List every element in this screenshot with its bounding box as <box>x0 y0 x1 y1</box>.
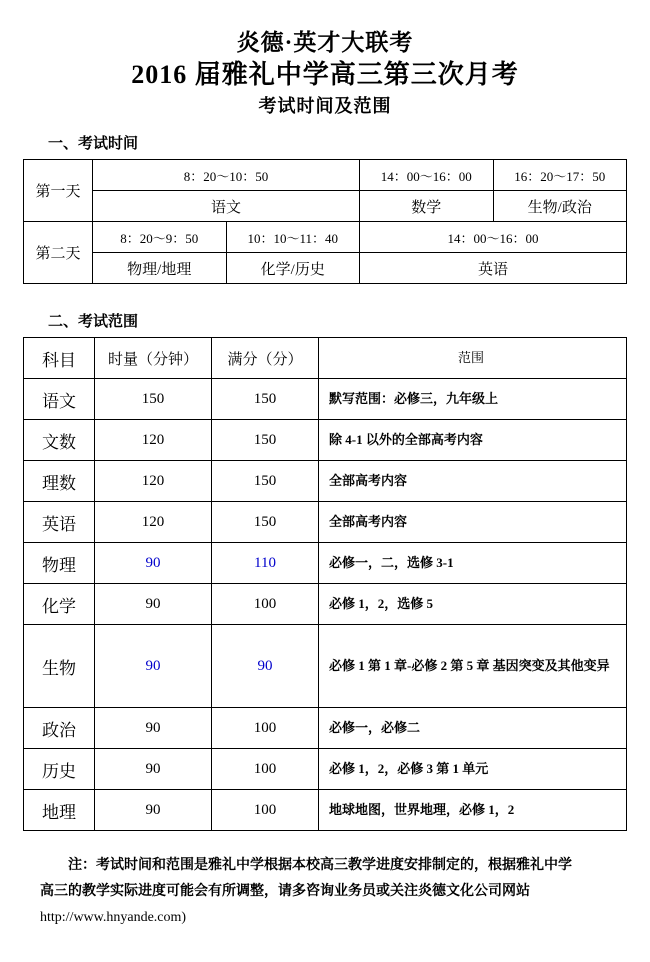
footer-note-url: http://www.hnyande.com) <box>40 910 187 925</box>
table-row <box>24 379 627 420</box>
cell-score: 150 <box>212 502 319 543</box>
table-row <box>24 790 627 831</box>
cell-score: 100 <box>212 749 319 790</box>
table-row <box>24 625 627 708</box>
day1-time-1: 8：20～10：50 <box>93 160 360 191</box>
cell-duration: 90 <box>95 543 212 584</box>
cell-score: 110 <box>212 543 319 584</box>
cell-range: 必修 1，2，必修 3 第 1 单元 <box>319 749 627 790</box>
section-heading-exam-time: 一、考试时间 <box>48 136 139 152</box>
footer-note-line-2: 高三的教学实际进度可能会有所调整，请多咨询业务员或关注炎德文化公司网站 <box>40 884 530 899</box>
exam-main-title: 2016 届雅礼中学高三第三次月考 <box>131 60 519 89</box>
cell-range: 全部高考内容 <box>319 502 627 543</box>
day1-label: 第一天 <box>24 160 93 222</box>
cell-subject: 化学 <box>24 584 95 625</box>
table-row <box>24 502 627 543</box>
cell-subject: 物理 <box>24 543 95 584</box>
cell-subject: 语文 <box>24 379 95 420</box>
cell-duration: 120 <box>95 420 212 461</box>
cell-range: 默写范围：必修三，九年级上 <box>319 379 627 420</box>
footer-note <box>40 853 610 931</box>
table-row <box>24 749 627 790</box>
cell-subject: 政治 <box>24 708 95 749</box>
cell-score: 150 <box>212 420 319 461</box>
cell-duration: 120 <box>95 461 212 502</box>
cell-subject: 理数 <box>24 461 95 502</box>
cell-range: 必修一，二，选修 3-1 <box>319 543 627 584</box>
cell-subject: 英语 <box>24 502 95 543</box>
cell-duration: 120 <box>95 502 212 543</box>
day2-time-2: 10：10～11：40 <box>226 222 360 253</box>
table-row <box>24 584 627 625</box>
footer-note-line-1: 注：考试时间和范围是雅礼中学根据本校高三教学进度安排制定的，根据雅礼中学 <box>68 858 572 873</box>
exam-subtitle: 考试时间及范围 <box>258 96 392 116</box>
cell-subject: 生物 <box>24 625 95 708</box>
table-row <box>24 708 627 749</box>
section-heading-exam-scope: 二、考试范围 <box>48 314 139 330</box>
cell-duration: 90 <box>95 790 212 831</box>
table-row <box>24 543 627 584</box>
day2-label: 第二天 <box>24 222 93 284</box>
table-row <box>24 191 627 222</box>
cell-subject: 历史 <box>24 749 95 790</box>
cell-duration: 90 <box>95 625 212 708</box>
document-page <box>0 28 650 962</box>
cell-range: 必修 1，2，选修 5 <box>319 584 627 625</box>
table-row <box>24 222 627 253</box>
day1-time-2: 14：00～16：00 <box>360 160 494 191</box>
column-header-duration: 时量（分钟） <box>95 338 212 379</box>
table-row <box>24 253 627 284</box>
cell-duration: 90 <box>95 749 212 790</box>
cell-duration: 90 <box>95 708 212 749</box>
day2-subject-2: 化学/历史 <box>226 253 360 284</box>
cell-duration: 150 <box>95 379 212 420</box>
cell-score: 90 <box>212 625 319 708</box>
exam-scope-table <box>23 337 627 831</box>
day2-subject-3: 英语 <box>360 253 627 284</box>
exam-scope-table-body <box>24 379 627 831</box>
table-row <box>24 461 627 502</box>
column-header-range: 范围 <box>319 338 627 379</box>
day1-subject-3: 生物/政治 <box>493 191 627 222</box>
cell-score: 150 <box>212 379 319 420</box>
cell-range: 必修 1 第 1 章-必修 2 第 5 章 基因突变及其他变异 <box>319 625 627 708</box>
exam-series-title: 炎德·英才大联考 <box>236 30 414 55</box>
cell-score: 100 <box>212 708 319 749</box>
cell-subject: 文数 <box>24 420 95 461</box>
table-row <box>24 420 627 461</box>
day1-subject-2: 数学 <box>360 191 494 222</box>
day1-time-3: 16：20～17：50 <box>493 160 627 191</box>
day2-time-1: 8：20～9：50 <box>93 222 227 253</box>
title-block <box>0 28 650 120</box>
cell-score: 100 <box>212 790 319 831</box>
cell-range: 全部高考内容 <box>319 461 627 502</box>
column-header-score: 满分（分） <box>212 338 319 379</box>
table-header-row <box>24 338 627 379</box>
cell-score: 150 <box>212 461 319 502</box>
day2-subject-1: 物理/地理 <box>93 253 227 284</box>
table-row <box>24 160 627 191</box>
day2-time-3: 14：00～16：00 <box>360 222 627 253</box>
cell-range: 地球地图，世界地理，必修 1，2 <box>319 790 627 831</box>
cell-range: 除 4-1 以外的全部高考内容 <box>319 420 627 461</box>
cell-duration: 90 <box>95 584 212 625</box>
exam-schedule-table <box>23 159 627 284</box>
column-header-subject: 科目 <box>24 338 95 379</box>
day1-subject-1: 语文 <box>93 191 360 222</box>
cell-score: 100 <box>212 584 319 625</box>
cell-subject: 地理 <box>24 790 95 831</box>
cell-range: 必修一，必修二 <box>319 708 627 749</box>
